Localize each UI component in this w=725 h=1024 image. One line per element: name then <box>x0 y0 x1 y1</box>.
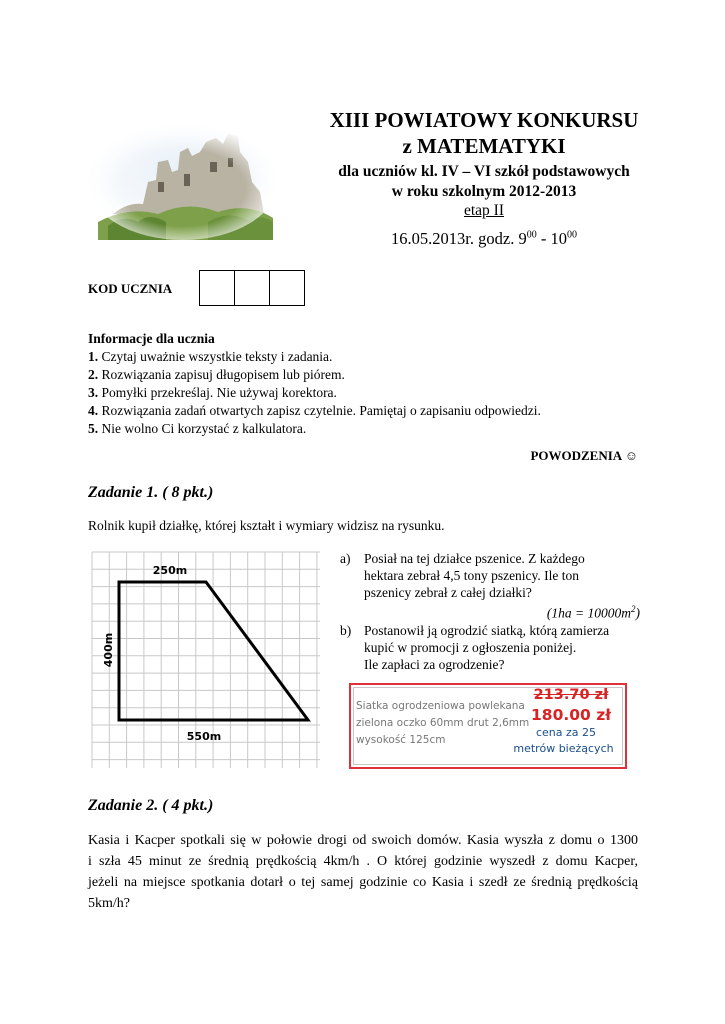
info-item: 3. Pomyłki przekreślaj. Nie używaj korektora. <box>88 385 337 400</box>
contest-subtitle-line1: dla uczniów kl. IV – VI szkół podstawowych <box>338 163 630 180</box>
info-item: 5. Nie wolno Ci korzystać z kalkulatora. <box>88 421 307 436</box>
castle-ruins-image <box>88 122 278 240</box>
contest-stage: etap II <box>463 202 504 219</box>
contest-subtitle-line2: w roku szkolnym 2012-2013 <box>391 183 577 200</box>
student-code-box[interactable] <box>199 270 235 306</box>
plot-bottom-label: 550m <box>186 730 222 743</box>
advert-note-line1: cena za 25 <box>535 726 597 739</box>
student-code-box[interactable] <box>269 270 305 306</box>
task1-questions <box>340 550 640 673</box>
student-info <box>88 330 541 438</box>
task1-intro: Rolnik kupił działkę, której kształt i wymiary widzisz na rysunku. <box>88 518 445 533</box>
student-code-label: KOD UCZNIA <box>88 281 173 296</box>
plot-side-label: 400m <box>102 632 115 668</box>
task1-item-a: a) Posiał na tej działce pszenice. Z każdego hektara zebrał 4,5 tony pszenicy. Ile ton pszenicy zebrał z całej działki? <box>340 551 585 600</box>
plot-figure <box>86 550 326 770</box>
info-item: 2. Rozwiązania zapisuj długopisem lub piórem. <box>88 367 345 382</box>
hectare-hint: $(1ha = 10000m^2)$ <box>546 604 640 621</box>
student-code-box[interactable] <box>234 270 270 306</box>
advert-new-price: 180.00 zł <box>531 706 611 724</box>
info-heading: Informacje dla ucznia <box>88 331 215 346</box>
advert-note-line2: metrów bieżących <box>513 742 614 755</box>
fence-advert <box>349 683 627 769</box>
contest-title-line1: XIII POWIATOWY KONKURSU <box>329 108 639 132</box>
info-item: 4. Rozwiązania zadań otwartych zapisz czytelnie. Pamiętaj o zapisaniu odpowiedzi. <box>88 403 541 418</box>
student-code-boxes[interactable] <box>200 270 305 306</box>
task1-item-b: b) Postanowił ją ogrodzić siatką, którą zamierza kupić w promocji z ogłoszenia poniżej. Ile zapłaci za ogrodzenie? <box>340 622 610 672</box>
plot-top-label: 250m <box>152 564 188 577</box>
good-luck-text: POWODZENIA ☺ <box>530 448 638 463</box>
task2-text: Kasia i Kacper spotkali się w połowie drogi od swoich domów. Kasia wyszła z domu o 1300 i szła 45 minut ze średnią prędkością 4km/h . O której godzinie wyszedł z domu Kacper, jeżeli na miejsce spotkania dotarł o tej samej godzinie co Kasia i szedł ze średnią prędkością 5km/h? <box>88 833 638 911</box>
task2-title: Zadanie 2. ( 4 pkt.) <box>88 797 214 814</box>
contest-title-line2: z MATEMATYKI <box>402 134 566 158</box>
task1-title: Zadanie 1. ( 8 pkt.) <box>88 484 214 501</box>
info-item: 1. Czytaj uważnie wszystkie teksty i zadania. <box>88 349 333 364</box>
contest-date: 16.05.2013r. godz. $9^{00} - 10^{00}$ <box>391 229 577 248</box>
advert-description: Siatka ogrodzeniowa powlekana zielona oczko 60mm drut 2,6mm wysokość 125cm <box>356 700 530 746</box>
advert-old-price: 213.70 zł <box>533 687 609 703</box>
